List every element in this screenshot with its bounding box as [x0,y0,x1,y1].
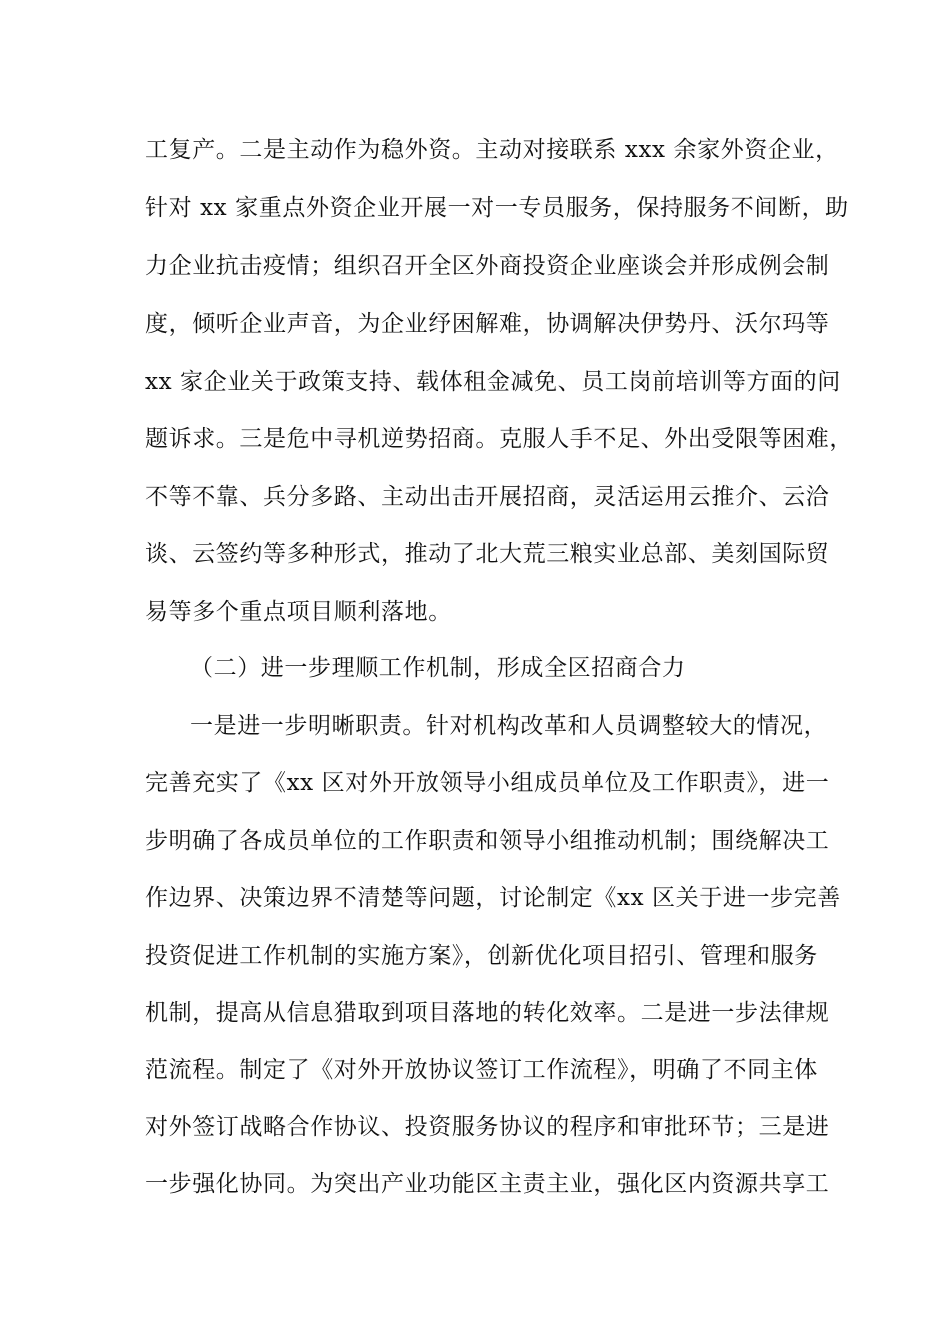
section-heading: （二）进一步理顺工作机制，形成全区招商合力 [190,655,686,681]
body-text-line: 对外签订战略合作协议、投资服务协议的程序和审批环节；三是进 [145,1114,830,1140]
body-text-line: 谈、云签约等多种形式，推动了北大荒三粮实业总部、美刻国际贸 [145,541,830,567]
body-text-line: 范流程。制定了《对外开放协议签订工作流程》，明确了不同主体 [145,1057,818,1083]
body-text-line: 一步强化协同。为突出产业功能区主责主业，强化区内资源共享工 [145,1171,830,1197]
body-text-line: 易等多个重点项目顺利落地。 [145,599,452,625]
body-text-line: 完善充实了《xx 区对外开放领导小组成员单位及工作职责》，进一 [145,770,830,796]
body-text-line: 不等不靠、兵分多路、主动出击开展招商，灵活运用云推介、云洽 [145,484,830,510]
body-text-line: 一是进一步明晰职责。针对机构改革和人员调整较大的情况， [190,713,828,739]
body-text-line: 工复产。二是主动作为稳外资。主动对接联系 xxx 余家外资企业， [145,137,839,163]
body-text-line: 作边界、决策边界不清楚等问题，讨论制定《xx 区关于进一步完善 [145,885,841,911]
body-text-line: 投资促进工作机制的实施方案》，创新优化项目招引、管理和服务 [145,943,818,969]
body-text-line: 度，倾听企业声音，为企业纾困解难，协调解决伊势丹、沃尔玛等 [145,311,830,337]
body-text-line: 步明确了各成员单位的工作职责和领导小组推动机制；围绕解决工 [145,828,830,854]
body-text-line: 机制，提高从信息猎取到项目落地的转化效率。二是进一步法律规 [145,1000,830,1026]
body-text-line: 力企业抗击疫情；组织召开全区外商投资企业座谈会并形成例会制 [145,253,830,279]
body-text-line: 题诉求。三是危中寻机逆势招商。克服人手不足、外出受限等困难， [145,426,853,452]
body-text-line: xx 家企业关于政策支持、载体租金减免、员工岗前培训等方面的问 [145,369,841,395]
body-text-line: 针对 xx 家重点外资企业开展一对一专员服务，保持服务不间断，助 [145,195,849,221]
